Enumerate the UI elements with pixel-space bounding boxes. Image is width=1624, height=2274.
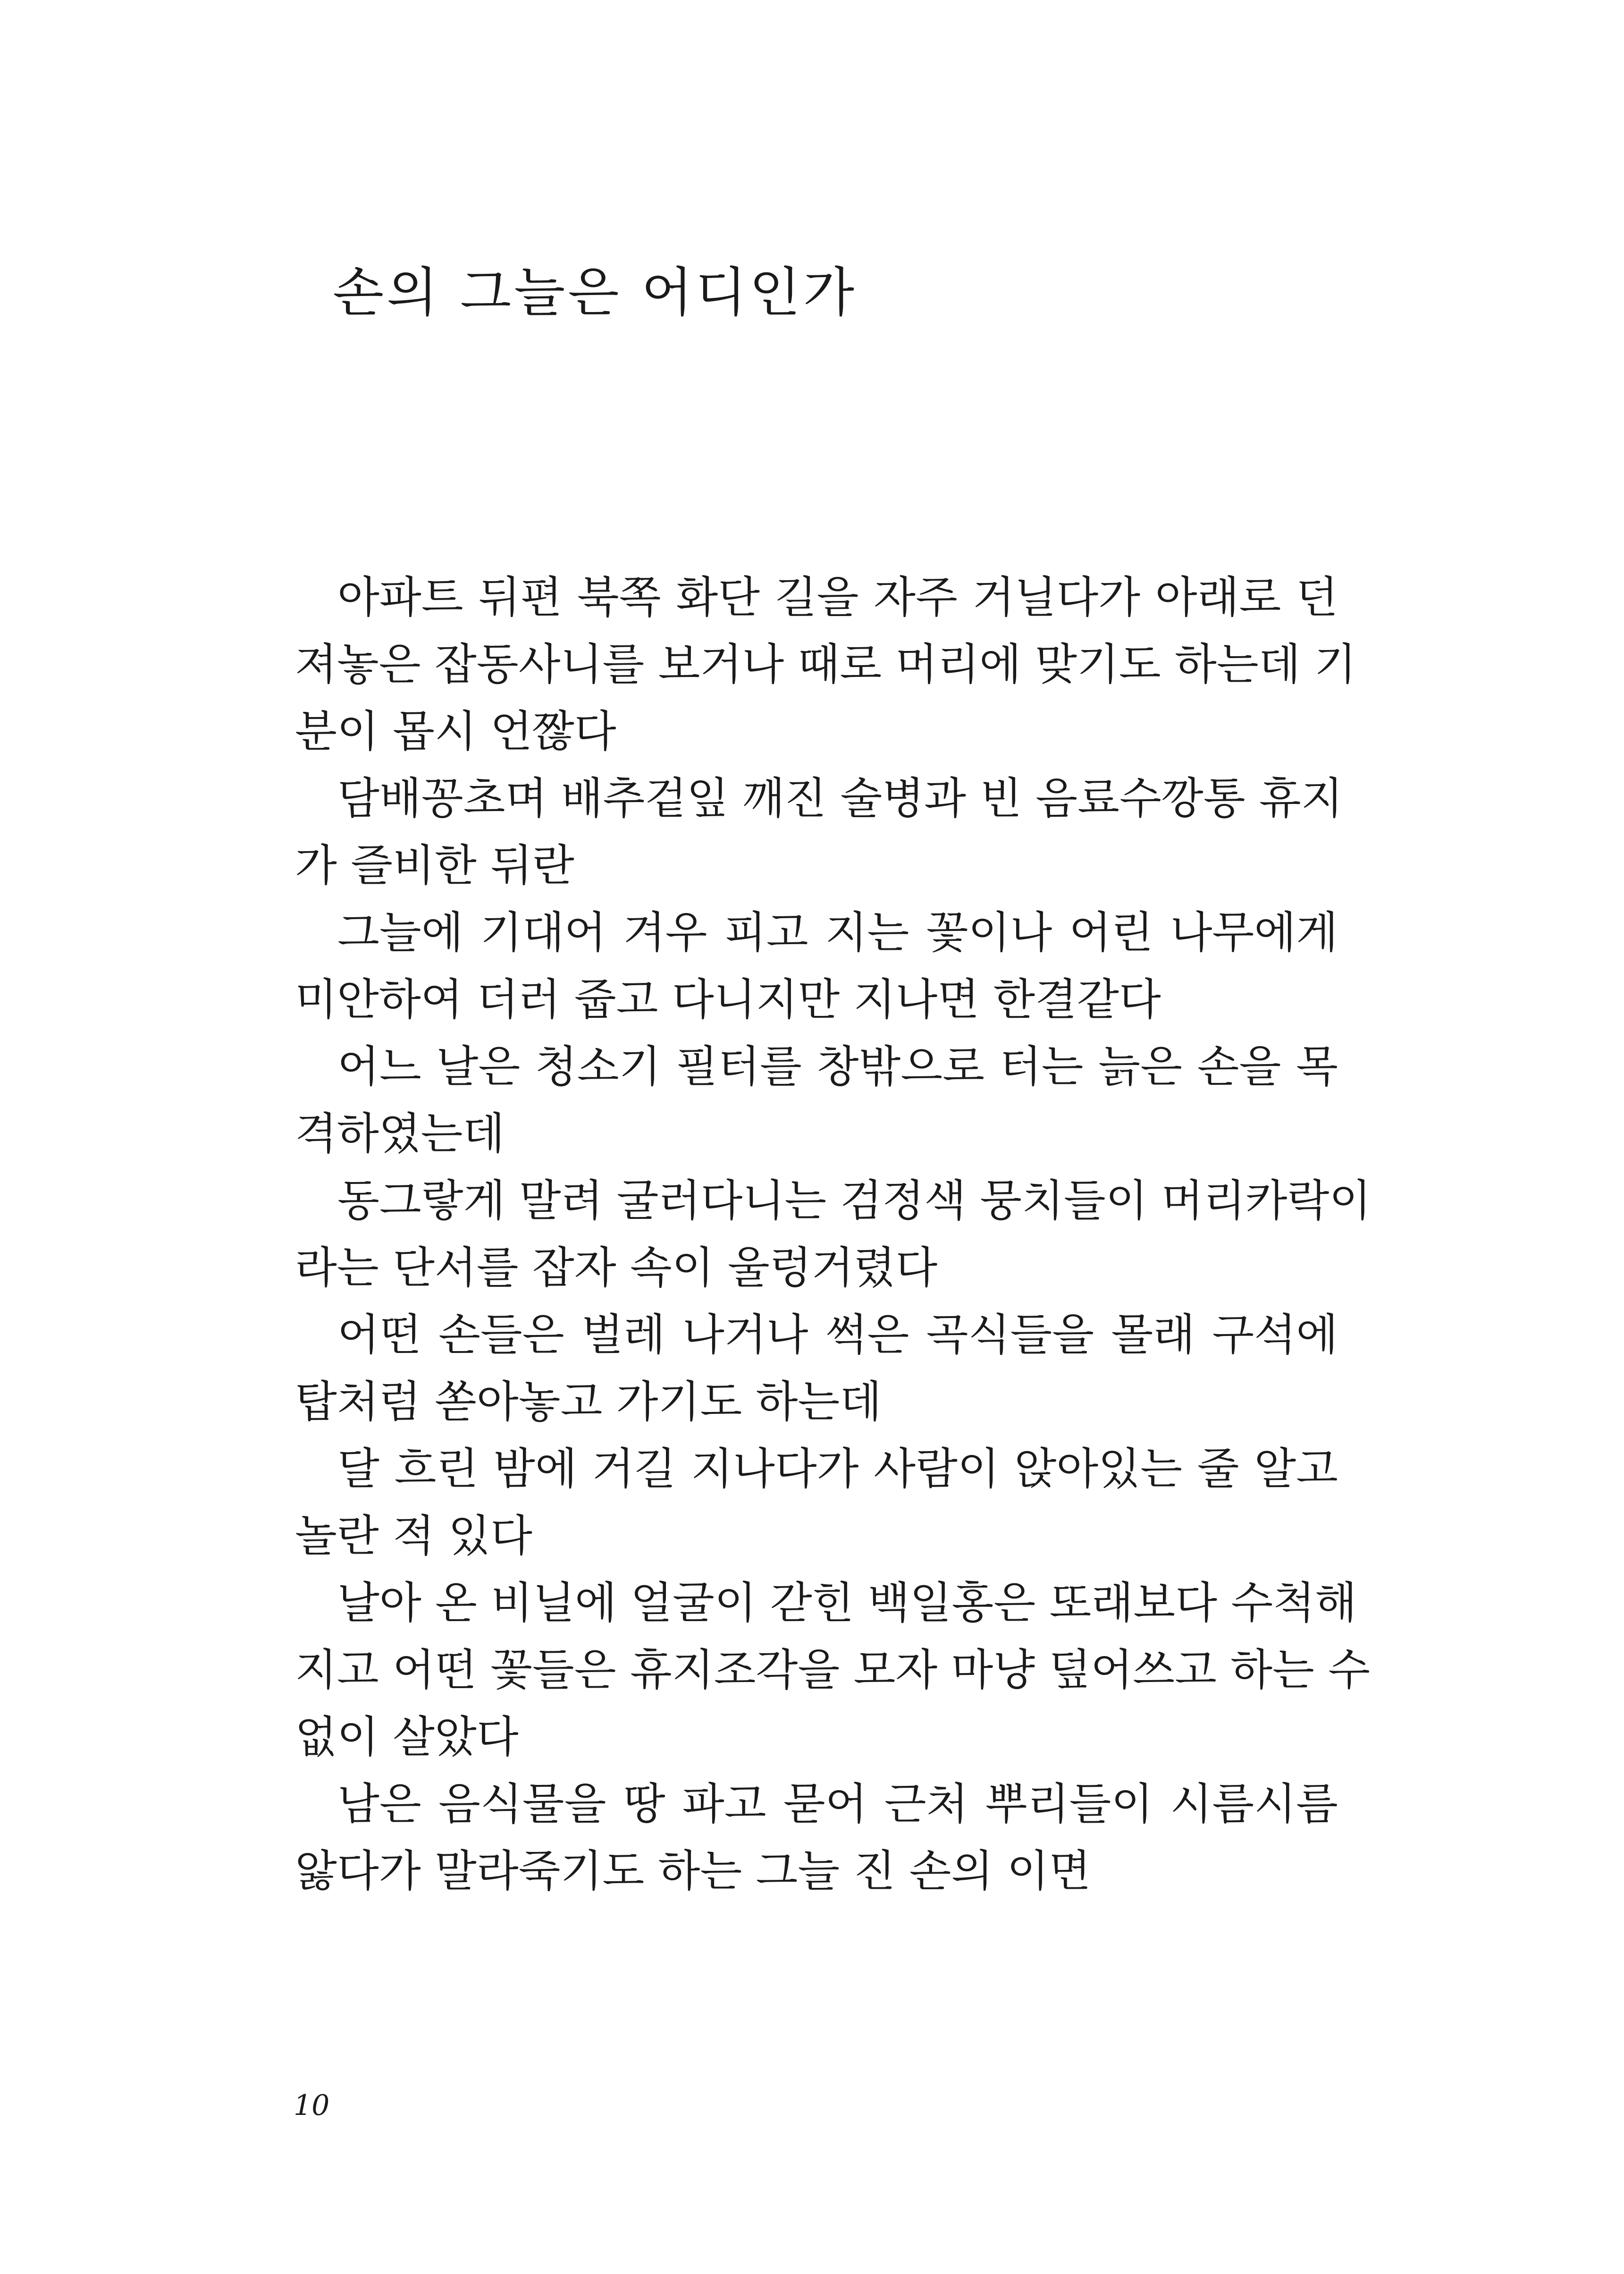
poem-line: 달 흐린 밤에 거길 지나다가 사람이 앉아있는 줄 알고 (337, 1444, 1338, 1494)
poem-title: 손의 그늘은 어디인가 (333, 262, 857, 323)
poem-line: 지고 어떤 꽃들은 휴지조각을 모자 마냥 덮어쓰고 하는 수 (295, 1645, 1371, 1695)
poem-line: 아파트 뒤편 북쪽 화단 길을 자주 거닐다가 아래로 던 (337, 572, 1338, 623)
poem-line: 남은 음식물을 땅 파고 묻어 근처 뿌리들이 시름시름 (337, 1779, 1338, 1829)
poem-line: 없이 살았다 (295, 1712, 519, 1762)
poem-line: 가 즐비한 뒤란 (295, 840, 574, 891)
poem-line: 날아 온 비닐에 얼굴이 갇힌 백일홍은 또래보다 수척해 (337, 1578, 1357, 1628)
poem-line: 라는 단서를 잡자 속이 울렁거렸다 (295, 1243, 938, 1293)
poem-line: 미안하여 더러 줍고 다니지만 지나면 한결같다 (295, 974, 1161, 1025)
poem-line: 담배꽁초며 배추겉잎 깨진 술병과 빈 음료수깡통 휴지 (337, 773, 1343, 824)
poem-line: 앓다가 말라죽기도 하는 그늘 진 손의 이면 (295, 1846, 1091, 1896)
poem-line: 분이 몹시 언짢다 (295, 706, 616, 757)
poem-line: 져놓은 잡동사니를 보거나 때로 머리에 맞기도 하는데 기 (295, 639, 1356, 690)
poem-line: 그늘에 기대어 겨우 피고 지는 꽃이나 어린 나무에게 (337, 907, 1338, 958)
poem-line: 어느 날은 청소기 필터를 창밖으로 터는 늙은 손을 목 (337, 1041, 1338, 1092)
poem-line: 동그랗게 말려 굴러다니는 검정색 뭉치들이 머리카락이 (337, 1175, 1372, 1226)
poem-line: 탑처럼 쏟아놓고 가기도 하는데 (295, 1377, 882, 1427)
poem-line: 놀란 적 있다 (295, 1511, 532, 1561)
poem-line: 어떤 손들은 벌레 나거나 썩은 곡식들을 몰래 구석에 (337, 1310, 1338, 1360)
poem-body (295, 564, 1372, 1905)
page-number: 10 (294, 2089, 330, 2122)
poem-line: 격하였는데 (295, 1108, 505, 1159)
